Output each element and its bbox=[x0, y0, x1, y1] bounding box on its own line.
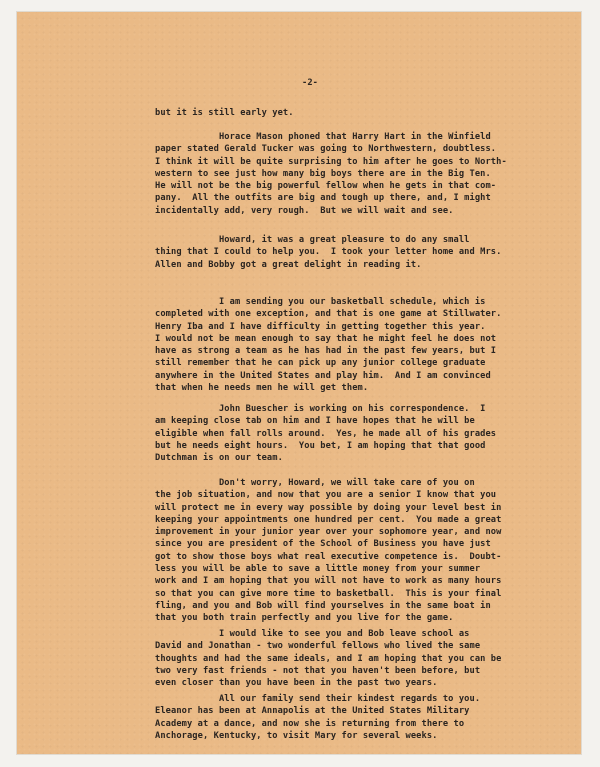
page-number: -2- bbox=[302, 78, 318, 88]
letter-paragraph-buescher: John Buescher is working on his correspondence. I am keeping close tab on him and I have hopes that he will be eligible when fall rolls around. Yes, he made all of his grades but he needs eight hours. You bet, I am hoping that that good Dutchman is on our team. bbox=[155, 404, 497, 464]
letter-paragraph-job-situation: Don't worry, Howard, we will take care of you on the job situation, and now that you are a senior I know that you will protect me in every way possible by doing your level best in keeping your appointments one hundred per cent. You made a great improvement in your junior year over your sophomore year, and now since you are president of the School of Business you have just got to show those boys what real executive competence is. Doubt- less you will be able to save a little money from your summer work and I am hoping that you will not have to work as many hours so that you can give more time to basketball. This is your final fling, and you and Bob will find yourselves in the same boat in that you both train perfectly and you live for the game. bbox=[155, 478, 502, 624]
letter-paragraph-continuation: but it is still early yet. bbox=[155, 108, 294, 118]
letter-paragraph-family-regards: All our family send their kindest regards to you. Eleanor has been at Annapolis at the United States Military Academy at a dance, and now she is returning from there to Anchorage, Kentucky, to visit Mary for several weeks. bbox=[155, 694, 481, 741]
letter-paragraph-david-jonathan: I would like to see you and Bob leave school as David and Jonathan - two wonderful fellows who lived the same thoughts and had the same ideals, and I am hoping that you can be two very fast friends - not that you haven't been before, but even closer than you have been in the past two years. bbox=[155, 629, 502, 689]
letter-paragraph-tucker: Horace Mason phoned that Harry Hart in the Winfield paper stated Gerald Tucker was going to Northwestern, doubtless. I think it will be quite surprising to him after he goes to North- western to see just how many big boys there are in the Big Ten. He will not be the big powerful fellow when he gets in that com- pany. All the outfits are big and tough up there, and, I might incidentally add, very rough. But we will wait and see. bbox=[155, 132, 507, 216]
letter-paragraph-schedule: I am sending you our basketball schedule, which is completed with one exception, and that is one game at Stillwater. Henry Iba and I have difficulty in getting together this year. I would not be mean enough to say that he might feel he does not have as strong a team as he has had in the past few years, but I still remember that he can pick up any junior college graduate anywhere in the United States and play him. And I am convinced that when he needs men he will get them. bbox=[155, 297, 502, 394]
letter-paragraph-thanks: Howard, it was a great pleasure to do any small thing that I could to help you. I took your letter home and Mrs. Allen and Bobby got a great delight in reading it. bbox=[155, 235, 502, 270]
